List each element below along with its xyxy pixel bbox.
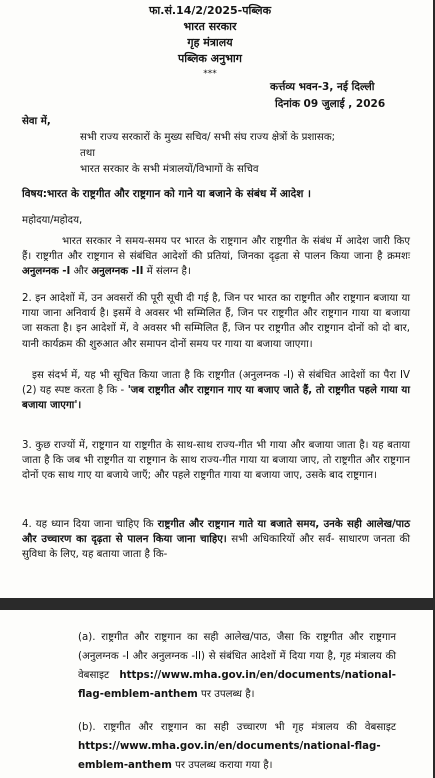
item-b-end: पर उपलब्ध कराया गया है। [175, 760, 273, 771]
item-a-text: (a). राष्ट्रगीत और राष्ट्रगान का सही आलेख/पाठ, जैसा कि राष्ट्रगीत और राष्ट्रगान (अनुलग्नक -I और अनुलग्नक -II) से संबंधित आदेशों में दिया गया है, गृह मंत्रालय की वेबसाइट [78, 632, 396, 681]
item-b-url: https://www.mha.gov.in/en/documents/national-flag-emblem-anthem [78, 741, 381, 771]
government-name: भारत सरकार [183, 20, 237, 33]
document-page-2 [0, 610, 435, 778]
paragraph-4 [22, 517, 410, 563]
page-break [0, 598, 435, 610]
paragraph-2b [22, 368, 410, 414]
paragraph-4-rest: सभी अधिकारियों और सर्व- साधारण जनता की सुविधा के लिए, यह बताया जाता है कि- [22, 534, 410, 561]
item-b-text: (b). राष्ट्रगीत और राष्ट्रगान का सही उच्चारण भी गृह मंत्रालय की वेबसाइट [78, 722, 396, 733]
item-b [78, 718, 396, 775]
addressee-tatha: तथा [80, 148, 95, 159]
addressee-line-2: भारत सरकार के सभी मंत्रालयों/विभागों के सचिव [80, 164, 259, 175]
division-name: पब्लिक अनुभाग [178, 52, 242, 65]
subject-line: विषय:भारत के राष्ट्रगीत और राष्ट्रगान को गाने या बजाने के संबंध में आदेश । [22, 188, 311, 200]
paragraph-2b-quote: 'जब राष्ट्रगीत और राष्ट्रगान गाए या बजाए जाते हैं, तो राष्ट्रगीत पहले गाया या बजाया जाएगा'। [22, 385, 410, 412]
item-a [78, 628, 396, 704]
to-label: सेवा में, [22, 116, 51, 127]
file-number: फा.सं.14/2/2025-पब्लिक [148, 4, 272, 17]
paragraph-1 [22, 234, 410, 280]
salutation: महोदया/महोदय, [22, 215, 83, 226]
paragraph-4-prefix: 4. यह ध्यान दिया जाना चाहिए कि [22, 519, 154, 530]
paragraph-3-text: 3. कुछ राज्यों में, राष्ट्रगान या राष्ट्रगीत के साथ-साथ राज्य-गीत भी गाया और बजाया जाता है। यह बताया जाता है कि जब भी राष्ट्रगीत या राष्ट्रगान के साथ राज्य-गीत गाया या बजाया जाए, तो राष्ट्रगीत और राष्ट्रगान दोनों एक साथ गाए या बजाये जाएँ; और पहले राष्ट्रगीत गाया या बजाया जाए, उसके बाद राष्ट्रगान। [22, 440, 410, 482]
separator-stars: *** [203, 69, 217, 79]
paragraph-4-bold: राष्ट्रगीत और राष्ट्रगान गाते या बजाते समय, उनके सही आलेख/पाठ और उच्चारण का दृढ़ता से पालन किया जाना चाहिए। [22, 519, 410, 546]
item-a-end: पर उपलब्ध है। [201, 689, 255, 700]
annexure-1-ref: अनुलग्नक -I [22, 266, 71, 278]
paragraph-2 [22, 291, 410, 352]
paragraph-1-end: में संलग्न है। [146, 266, 191, 278]
paragraph-1-and: और [73, 266, 89, 278]
paragraph-1-text: भारत सरकार ने समय-समय पर भारत के राष्ट्रगान और राष्ट्रगीत के संबंध में आदेश जारी किए हैं। राष्ट्रगीत और राष्ट्रगान से संबंधित आदेशों की प्रतियां, जिनका दृढ़ता से पालन किया जाना है क्रमशः [22, 236, 410, 263]
paragraph-2-text: 2. इन आदेशों में, उन अवसरों की पूरी सूची दी गई है, जिन पर भारत का राष्ट्रगीत और राष्ट्रगान बजाया या गाया जाना अनिवार्य है। इसमें वे अवसर भी सम्मिलित हैं, जिन पर राष्ट्रगीत और राष्ट्रगान गाया या बजाया जा सकता है। इन आदेशों में, वे अवसर भी सम्मिलित हैं, जिन पर राष्ट्रगीत और राष्ट्रगान दोनों को दो बार, यानी कार्यक्रम की शुरुआत और समापन दोनों समय पर गाया या बजाया जाएगा। [22, 293, 410, 350]
ministry-name: गृह मंत्रालय [187, 36, 233, 49]
item-a-url: https://www.mha.gov.in/en/documents/national-flag-emblem-anthem [78, 670, 396, 700]
annexure-2-ref: अनुलग्नक -II [91, 266, 144, 278]
paragraph-2b-text: इस संदर्भ में, यह भी सूचित किया जाता है कि राष्ट्रगीत (अनुलग्नक -I) से संबंधित आदेशों का पैरा IV (2) यह स्पष्ट करता है कि - [22, 370, 410, 397]
addressee-line-1: सभी राज्य सरकारों के मुख्य सचिव/ सभी संघ राज्य क्षेत्रों के प्रशासक; [80, 132, 336, 143]
office-address: कर्त्तव्य भवन-3, नई दिल्ली [270, 81, 375, 93]
paragraph-3 [22, 438, 410, 484]
letter-date: दिनांक 09 जुलाई , 2026 [275, 98, 386, 110]
